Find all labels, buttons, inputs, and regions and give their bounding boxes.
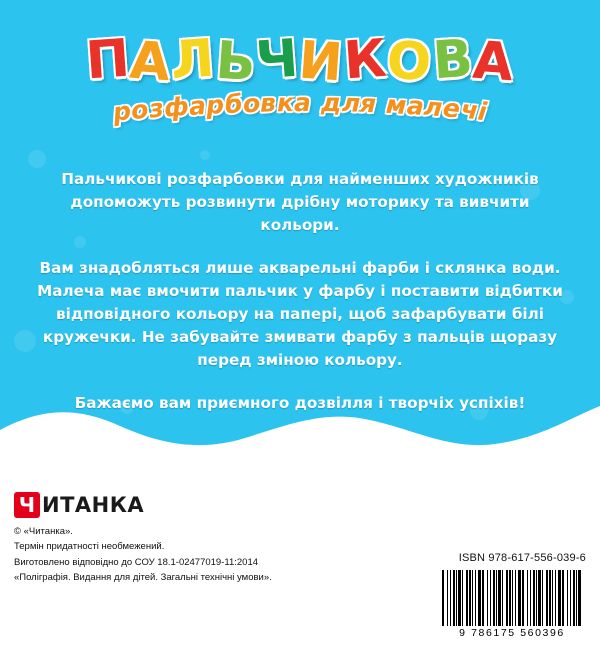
- barcode-bar: [576, 570, 577, 626]
- barcode-bar: [533, 570, 535, 626]
- subtitle-letter-17: а: [405, 90, 426, 122]
- barcode-bar: [453, 570, 455, 626]
- barcode-bar: [538, 570, 541, 626]
- barcode-bar: [558, 570, 561, 626]
- subtitle-letter-14: я: [359, 88, 378, 119]
- isbn-label: ISBN 978-617-556-039-6: [458, 552, 586, 564]
- barcode-bar: [509, 570, 511, 626]
- subtitle-letter-12: д: [320, 88, 342, 118]
- texture-dot: [14, 330, 36, 352]
- logo-mark: Ч: [14, 492, 40, 518]
- barcode-bar: [546, 570, 548, 626]
- barcode-bar: [536, 570, 537, 626]
- barcode-bar: [549, 570, 551, 626]
- barcode-bar: [573, 570, 575, 626]
- title-letter-6: К: [341, 28, 390, 92]
- imprint-block: [14, 524, 414, 586]
- title-letter-5: И: [297, 30, 346, 94]
- title-letter-4: Ч: [254, 28, 302, 92]
- barcode-bar: [542, 570, 543, 626]
- title-main: [83, 28, 517, 94]
- barcode-bar: [562, 570, 564, 626]
- title-letter-0: П: [83, 28, 133, 92]
- subtitle-letter-18: л: [423, 91, 445, 123]
- subtitle-letter-4: а: [187, 90, 208, 122]
- barcode-bar: [490, 570, 491, 626]
- imprint-line-2: Виготовлено відповідно до СОУ 18.1-02477019-11:2014: [14, 556, 259, 568]
- subtitle-letter-7: о: [242, 88, 262, 119]
- barcode-bar: [512, 570, 513, 626]
- barcode-bar: [530, 570, 531, 626]
- barcode-bar: [555, 570, 556, 626]
- barcode-bar: [518, 570, 521, 626]
- barcode-bar: [487, 570, 488, 626]
- subtitle-letter-11: [312, 88, 321, 117]
- subtitle-letter-3: ф: [162, 91, 191, 123]
- barcode-bar: [456, 570, 457, 626]
- texture-dot: [200, 150, 210, 160]
- barcode-bar: [475, 570, 476, 626]
- instructions-paragraph-1: Вам знадобляться лише акварельні фарби і склянка води. Малеча має вмочити пальчик у фарбу і поставити відбитки відповідного кольору на папері, щоб зафарбувати білі кружечки. Не забувайте змивати фарбу з пальців щоразу перед зміною кольору.: [37, 259, 563, 369]
- barcode-bar: [567, 570, 568, 626]
- imprint-line-1: Термін придатності необмежений.: [14, 541, 165, 553]
- subtitle-letter-20: ч: [459, 94, 480, 126]
- title-letter-9: А: [470, 30, 517, 94]
- subtitle-letter-10: а: [294, 87, 312, 118]
- title-letter-2: Л: [169, 28, 218, 92]
- barcode-bar: [462, 570, 463, 626]
- subtitle-letter-6: б: [224, 89, 244, 120]
- barcode-bar: [498, 570, 501, 626]
- title-subtitle: [0, 87, 600, 128]
- subtitle-letter-5: р: [205, 89, 226, 121]
- barcode-bar: [493, 570, 495, 626]
- barcode-bar: [472, 570, 473, 626]
- barcode-bar: [450, 570, 451, 626]
- barcode: [438, 570, 586, 640]
- title-letter-7: О: [385, 30, 435, 94]
- instructions-text: [36, 168, 564, 415]
- imprint-line-0: © «Читанка».: [14, 526, 73, 537]
- imprint-line-3: «Поліграфія. Видання для дітей. Загальні технічні умови».: [14, 572, 272, 584]
- barcode-bar: [469, 570, 471, 626]
- barcode-bar: [570, 570, 571, 626]
- instructions-paragraph-2: Бажаємо вам приємного дозвілля і творчіх успіхів!: [74, 394, 526, 413]
- publisher-logo: [14, 492, 144, 518]
- barcode-bar: [578, 570, 581, 626]
- barcode-bar: [478, 570, 481, 626]
- subtitle-letter-16: м: [385, 89, 408, 121]
- barcode-bar: [482, 570, 484, 626]
- barcode-bar: [552, 570, 553, 626]
- logo-wordmark: ИТАНКА: [42, 493, 145, 517]
- texture-dot: [28, 150, 46, 168]
- barcode-bar: [458, 570, 461, 626]
- title-letter-1: А: [127, 30, 174, 94]
- title-letter-8: В: [430, 28, 476, 92]
- barcode-bar: [506, 570, 508, 626]
- barcode-bar: [447, 570, 448, 626]
- subtitle-letter-9: к: [276, 88, 295, 118]
- barcode-bar: [527, 570, 528, 626]
- barcode-digits: 9 786175 560396: [459, 627, 565, 639]
- title-block: [0, 28, 600, 128]
- barcode-bar: [442, 570, 444, 626]
- subtitle-letter-2: з: [147, 93, 166, 124]
- barcode-bars: [438, 570, 586, 626]
- subtitle-letter-19: е: [441, 93, 463, 124]
- barcode-bar: [515, 570, 516, 626]
- subtitle-letter-0: р: [110, 95, 133, 128]
- title-letter-3: Ь: [213, 30, 259, 94]
- barcode-bar: [522, 570, 524, 626]
- subtitle-letter-21: і: [476, 96, 490, 127]
- subtitle-letter-8: в: [260, 88, 278, 118]
- subtitle-letter-13: л: [341, 88, 361, 118]
- barcode-bar: [466, 570, 468, 626]
- instructions-paragraph-0: Пальчикові розфарбовки для найменших художників допоможуть розвинути дрібну моторику та вивчити кольори.: [61, 170, 539, 234]
- barcode-bar: [496, 570, 497, 626]
- barcode-bar: [502, 570, 503, 626]
- subtitle-letter-1: о: [129, 94, 151, 126]
